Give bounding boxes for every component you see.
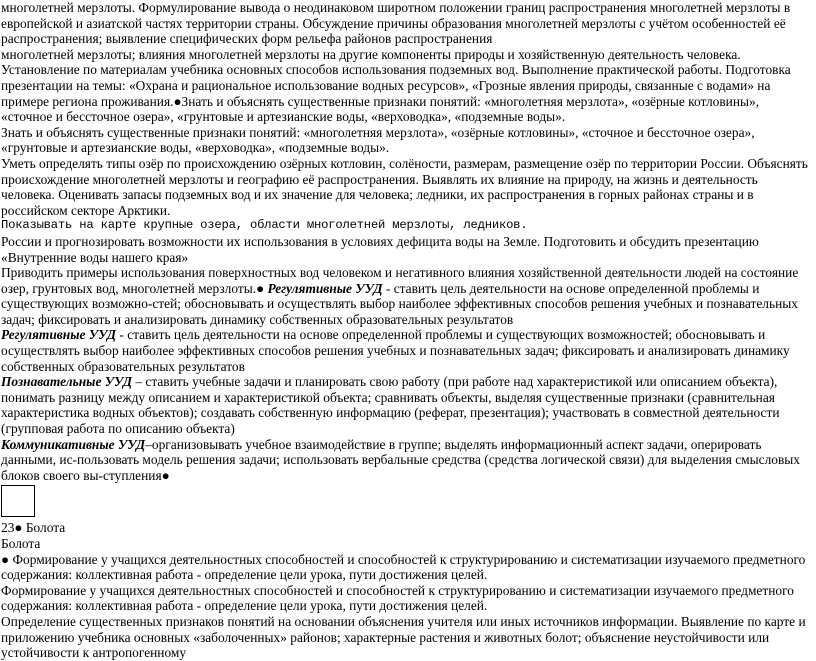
- heading-regulative-uud: Регулятивные УУД: [1, 327, 117, 343]
- bullet-icon: ●: [256, 280, 265, 296]
- lesson-number-line: [1, 520, 813, 536]
- paragraph-definition: [1, 614, 813, 661]
- empty-cell-box: [1, 485, 35, 517]
- text-run: их влияние на природу, на жизнь и деятельность человека.: [1, 171, 758, 203]
- paragraph-know-explain: Знать и объяснять существенные признаки понятий: «многолетняя мерзлота», «озёрные котловины», «сточное и бессточное озера», «грунтовые и артезианские воды, «верховодка», «подземные воды».: [1, 124, 755, 156]
- text-run: – ставить учебные задачи и планировать свою работу (при работе над характеристикой или описанием объекта), понимать разницу между описанием и характеристикой объекта; сравнивать объекты, выделяя существенные признаки (сравнительная характеристика водных объектов); создавать собственную информацию (реферат, презентация); участвовать в совместной деятельности (групповая работа по описанию объекта): [1, 374, 780, 437]
- text-run: запасы подземных вод и их значение для человека; ледники, их распространения в горных районах страны и в российском секторе Арктики.: [1, 187, 754, 218]
- bullet-icon: ●: [161, 467, 170, 483]
- text-run: Приводить примеры использования поверхностных вод человеком и негативного влияния хозяйственной деятельности людей на состояние озер, грунтовых вод, многолетней мерзлоты.: [1, 265, 799, 296]
- paragraph-formation-2: Формирование у учащихся деятельностных способностей и способностей к структурированию и систематизации изучаемого предметного содержания: коллективная работа - определение цели урока, пути достижения целей.: [1, 582, 794, 614]
- bullet-icon: ●: [173, 93, 182, 109]
- text-run: Подготовка презентации на темы: «Охрана и рациональное использование водных ресурсов», «Грозные явления природы, связанные с водами» на примере региона проживания.: [1, 62, 791, 109]
- text-run: многолетней мерзлоты; влияния многолетней мерзлоты на другие компоненты природы и хозяйственную деятельность человека. Установление по материалам учебника основных способов использования подземных вод. Выполнение практической работы.: [1, 46, 741, 78]
- lesson-title: Болота: [22, 520, 66, 536]
- paragraph-forecast: [1, 234, 813, 265]
- text-run: России и прогнозировать возможности их использования в условиях дефицита воды на Земле.: [1, 233, 544, 249]
- text-run: - ставить цель деятельности на основе определенной проблемы и существующих возможно-стей; обосновывать и осуществлять выбор наиболее эффективных способов решения учебных и познавательных задач; фиксировать и анализировать динамику собственных образовательных результатов: [1, 280, 798, 327]
- paragraph-groundwater-use: [1, 47, 813, 125]
- text-run: Формирование у учащихся деятельностных способностей и способностей к структурированию и систематизации изучаемого предметного содержания: коллективная работа - определение цели урока, пути достижения целей.: [1, 551, 806, 583]
- text-run: –организовывать учебное взаимодействие в группе; выделять информационный аспект задачи, оперировать данными, ис-пользовать модель решения задачи; использовать вербальные средства (средства логической связи) для выделения смысловых блоков своего вы-ступления: [1, 436, 800, 483]
- paragraph-communicative: [1, 437, 813, 484]
- text-run: Выявлять: [422, 171, 478, 187]
- heading-communicative-uud: Коммуникативные УУД: [1, 436, 146, 452]
- heading-cognitive-uud: Познавательные УУД: [1, 374, 132, 390]
- paragraph-cognitive: [1, 374, 813, 436]
- text-run: Определение существенных признаков понятий на основании объяснения учителя или иных источников информации.: [1, 613, 681, 629]
- text-run: - ставить цель деятельности на основе определенной проблемы и существующих возможностей; обосновывать и осуществлять выбор наиболее эффективных способов решения учебных и познавательных задач; фиксировать и анализировать динамику собственных образовательных результатов: [1, 327, 790, 374]
- paragraph-formation-1: [1, 552, 813, 583]
- section-title-swamps: Болота: [1, 536, 41, 551]
- bullet-icon: ●: [1, 551, 10, 567]
- text-run: размещение озёр по территории России.: [510, 155, 748, 171]
- paragraph-permafrost-conclusion: многолетней мерзлоты. Формулирование вывода о неодинаковом широтном положении границ распространения многолетней мерзлоты в европейской и азиатской частях территории страны. Обсуждение причины образования многолетней мерзлоты с учётом особенностей её распространения; выявление специфических форм рельефа районов распространения: [1, 0, 791, 47]
- paragraph-examples: [1, 265, 813, 327]
- paragraph-regulative: [1, 327, 813, 374]
- text-run: Подготовить и обсудить: [543, 233, 681, 249]
- text-run: презентацию «Внутренние воды нашего края»: [1, 233, 759, 265]
- text-run: Выявление по карте и приложению учебника основных «заболоченных» районов; характерные растения и животных болот; объяснение неустойчивости или устойчивости к антропогенному: [1, 613, 806, 661]
- heading-regulative-uud: Регулятивные УУД: [264, 280, 383, 296]
- text-run: Уметь определять типы озёр по происхождению озёрных котловин, солёности, размерам,: [1, 155, 511, 171]
- paragraph-show-on-map: Показывать на карте крупные озера, области многолетней мерзлоты, ледников.: [1, 218, 528, 233]
- text-run: Объяснять: [747, 155, 808, 171]
- text-run: Оценивать: [58, 187, 120, 203]
- text-run: Знать и объяснять существенные признаки понятий: «многолетняя мерзлота», «озёрные котловины», «сточное и бессточное озера», «грунтовые и артезианские воды, «верховодка», «подземные воды».: [1, 93, 760, 125]
- lesson-number: 23: [1, 520, 15, 536]
- paragraph-skills: [1, 156, 813, 218]
- text-run: происхождение многолетней мерзлоты и географию её распространения.: [1, 171, 423, 187]
- bullet-icon: ●: [14, 520, 23, 536]
